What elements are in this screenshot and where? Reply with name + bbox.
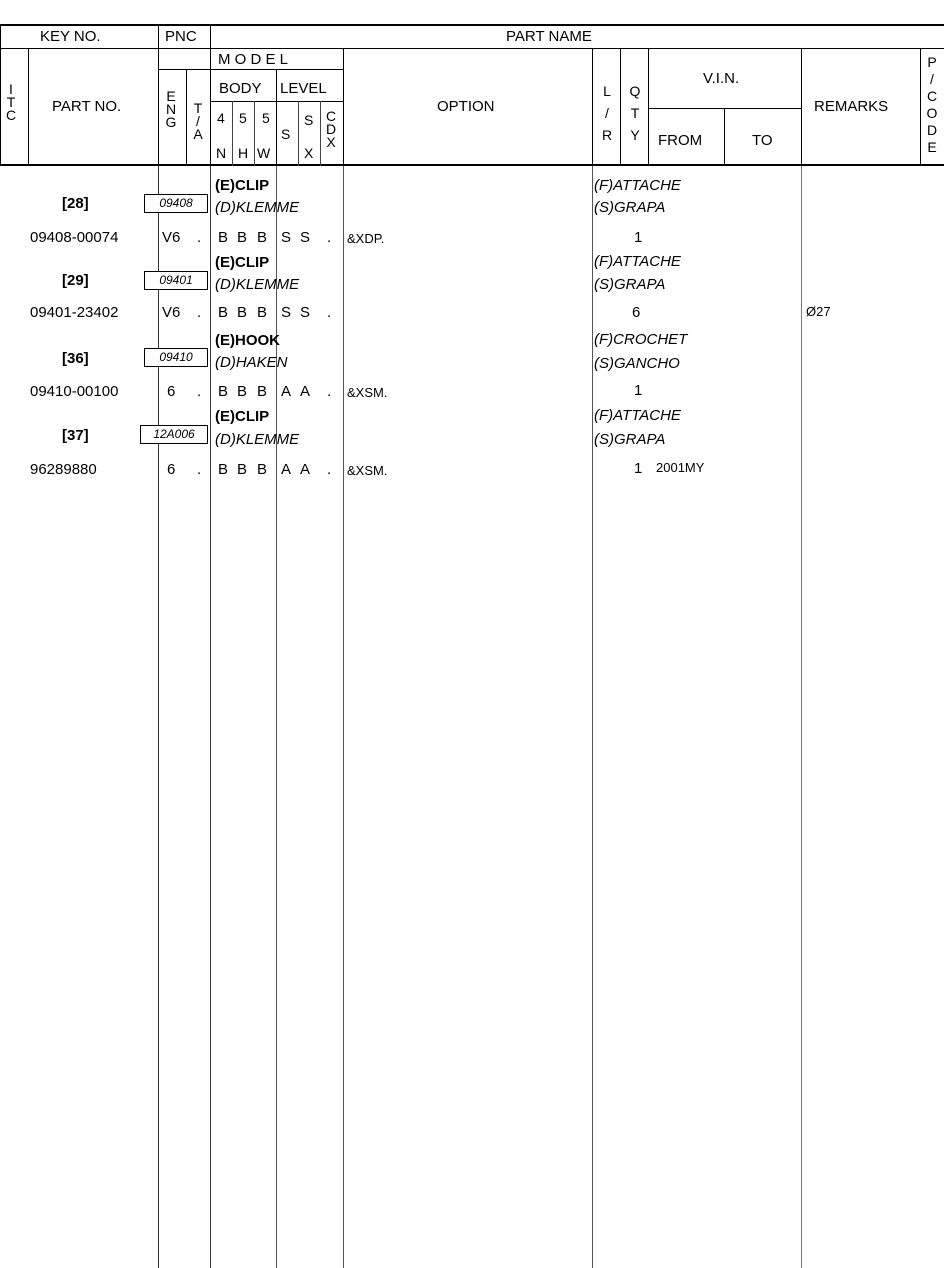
eng-value: V6 bbox=[162, 304, 181, 321]
part-name-f: (F)ATTACHE bbox=[594, 177, 681, 194]
header-5h-top: 5 bbox=[239, 110, 247, 126]
body-5h: B bbox=[237, 229, 248, 246]
header-level: LEVEL bbox=[280, 80, 327, 97]
eng-value: V6 bbox=[162, 229, 181, 246]
ta-value: . bbox=[197, 383, 202, 400]
part-name-e: (E)CLIP bbox=[215, 254, 270, 271]
ta-value: . bbox=[197, 229, 202, 246]
part-name-s: (S)GRAPA bbox=[594, 199, 666, 216]
level-cdx: . bbox=[327, 383, 332, 400]
level-sx: A bbox=[300, 461, 311, 478]
part-name-s: (S)GANCHO bbox=[594, 355, 680, 372]
remarks-value: Ø27 bbox=[806, 304, 831, 319]
header-lr: L / R bbox=[601, 83, 613, 143]
body-5w: B bbox=[257, 383, 268, 400]
qty-value: 6 bbox=[632, 304, 641, 321]
qty-value: 1 bbox=[634, 382, 643, 399]
body-5h: B bbox=[237, 383, 248, 400]
header-4n-bot: N bbox=[216, 145, 227, 161]
header-option: OPTION bbox=[437, 98, 495, 115]
header-model: M O D E L bbox=[218, 51, 289, 68]
level-cdx: . bbox=[327, 461, 332, 478]
header-sx-top: S bbox=[304, 112, 314, 128]
header-pcode: P / C O D E bbox=[926, 54, 938, 155]
body-5w: B bbox=[257, 304, 268, 321]
qty-value: 1 bbox=[634, 229, 643, 246]
option-value: &XDP. bbox=[347, 231, 385, 246]
body-4n: B bbox=[218, 383, 229, 400]
body-5h: B bbox=[237, 461, 248, 478]
ta-value: . bbox=[197, 304, 202, 321]
header-pnc: PNC bbox=[165, 28, 197, 45]
level-sx: A bbox=[300, 383, 311, 400]
header-key-no: KEY NO. bbox=[40, 28, 101, 45]
pnc-box: 09408 bbox=[144, 194, 208, 213]
part-number: 09410-00100 bbox=[30, 383, 119, 400]
header-vin: V.I.N. bbox=[703, 70, 740, 87]
ta-value: . bbox=[197, 461, 202, 478]
header-5w-bot: W bbox=[257, 145, 271, 161]
level-s: A bbox=[281, 383, 292, 400]
part-name-s: (S)GRAPA bbox=[594, 431, 666, 448]
header-part-name: PART NAME bbox=[506, 28, 592, 45]
part-number: 09401-23402 bbox=[30, 304, 119, 321]
key-number: [29] bbox=[62, 272, 89, 289]
header-sx-bot: X bbox=[304, 145, 314, 161]
header-4n-top: 4 bbox=[217, 110, 225, 126]
level-sx: S bbox=[300, 229, 311, 246]
header-ta: T / A bbox=[193, 100, 203, 142]
part-name-d: (D)KLEMME bbox=[215, 276, 300, 293]
level-sx: S bbox=[300, 304, 311, 321]
part-name-f: (F)ATTACHE bbox=[594, 407, 681, 424]
part-name-f: (F)CROCHET bbox=[594, 331, 688, 348]
header-to: TO bbox=[752, 132, 773, 149]
body-4n: B bbox=[218, 304, 229, 321]
body-4n: B bbox=[218, 461, 229, 478]
part-name-e: (E)CLIP bbox=[215, 177, 270, 194]
header-cdx: C D X bbox=[325, 108, 337, 150]
body-5w: B bbox=[257, 229, 268, 246]
header-itc: I T C bbox=[5, 81, 17, 123]
part-name-d: (D)HAKEN bbox=[215, 354, 288, 371]
option-value: &XSM. bbox=[347, 463, 388, 478]
header-5h-bot: H bbox=[238, 145, 249, 161]
pnc-box: 09401 bbox=[144, 271, 208, 290]
vin-from: 2001MY bbox=[656, 460, 705, 475]
part-name-f: (F)ATTACHE bbox=[594, 253, 681, 270]
header-remarks: REMARKS bbox=[814, 98, 889, 115]
option-value: &XSM. bbox=[347, 385, 388, 400]
eng-value: 6 bbox=[167, 383, 176, 400]
header-eng: E N G bbox=[165, 88, 177, 130]
part-name-s: (S)GRAPA bbox=[594, 276, 666, 293]
part-number: 96289880 bbox=[30, 461, 97, 478]
pnc-box: 09410 bbox=[144, 348, 208, 367]
part-name-d: (D)KLEMME bbox=[215, 199, 300, 216]
level-cdx: . bbox=[327, 304, 332, 321]
key-number: [37] bbox=[62, 427, 89, 444]
part-name-e: (E)HOOK bbox=[215, 332, 280, 349]
header-qty: Q T Y bbox=[629, 83, 641, 143]
part-name-e: (E)CLIP bbox=[215, 408, 270, 425]
eng-value: 6 bbox=[167, 461, 176, 478]
level-s: A bbox=[281, 461, 292, 478]
body-5h: B bbox=[237, 304, 248, 321]
header-body: BODY bbox=[219, 80, 262, 97]
level-cdx: . bbox=[327, 229, 332, 246]
body-5w: B bbox=[257, 461, 268, 478]
key-number: [28] bbox=[62, 195, 89, 212]
header-5w-top: 5 bbox=[262, 110, 270, 126]
header-part-no: PART NO. bbox=[52, 98, 122, 115]
key-number: [36] bbox=[62, 350, 89, 367]
level-s: S bbox=[281, 229, 292, 246]
header-from: FROM bbox=[658, 132, 703, 149]
level-s: S bbox=[281, 304, 292, 321]
pnc-box: 12A006 bbox=[140, 425, 208, 444]
body-4n: B bbox=[218, 229, 229, 246]
part-number: 09408-00074 bbox=[30, 229, 119, 246]
header-s: S bbox=[281, 126, 291, 142]
part-name-d: (D)KLEMME bbox=[215, 431, 300, 448]
qty-value: 1 bbox=[634, 460, 643, 477]
